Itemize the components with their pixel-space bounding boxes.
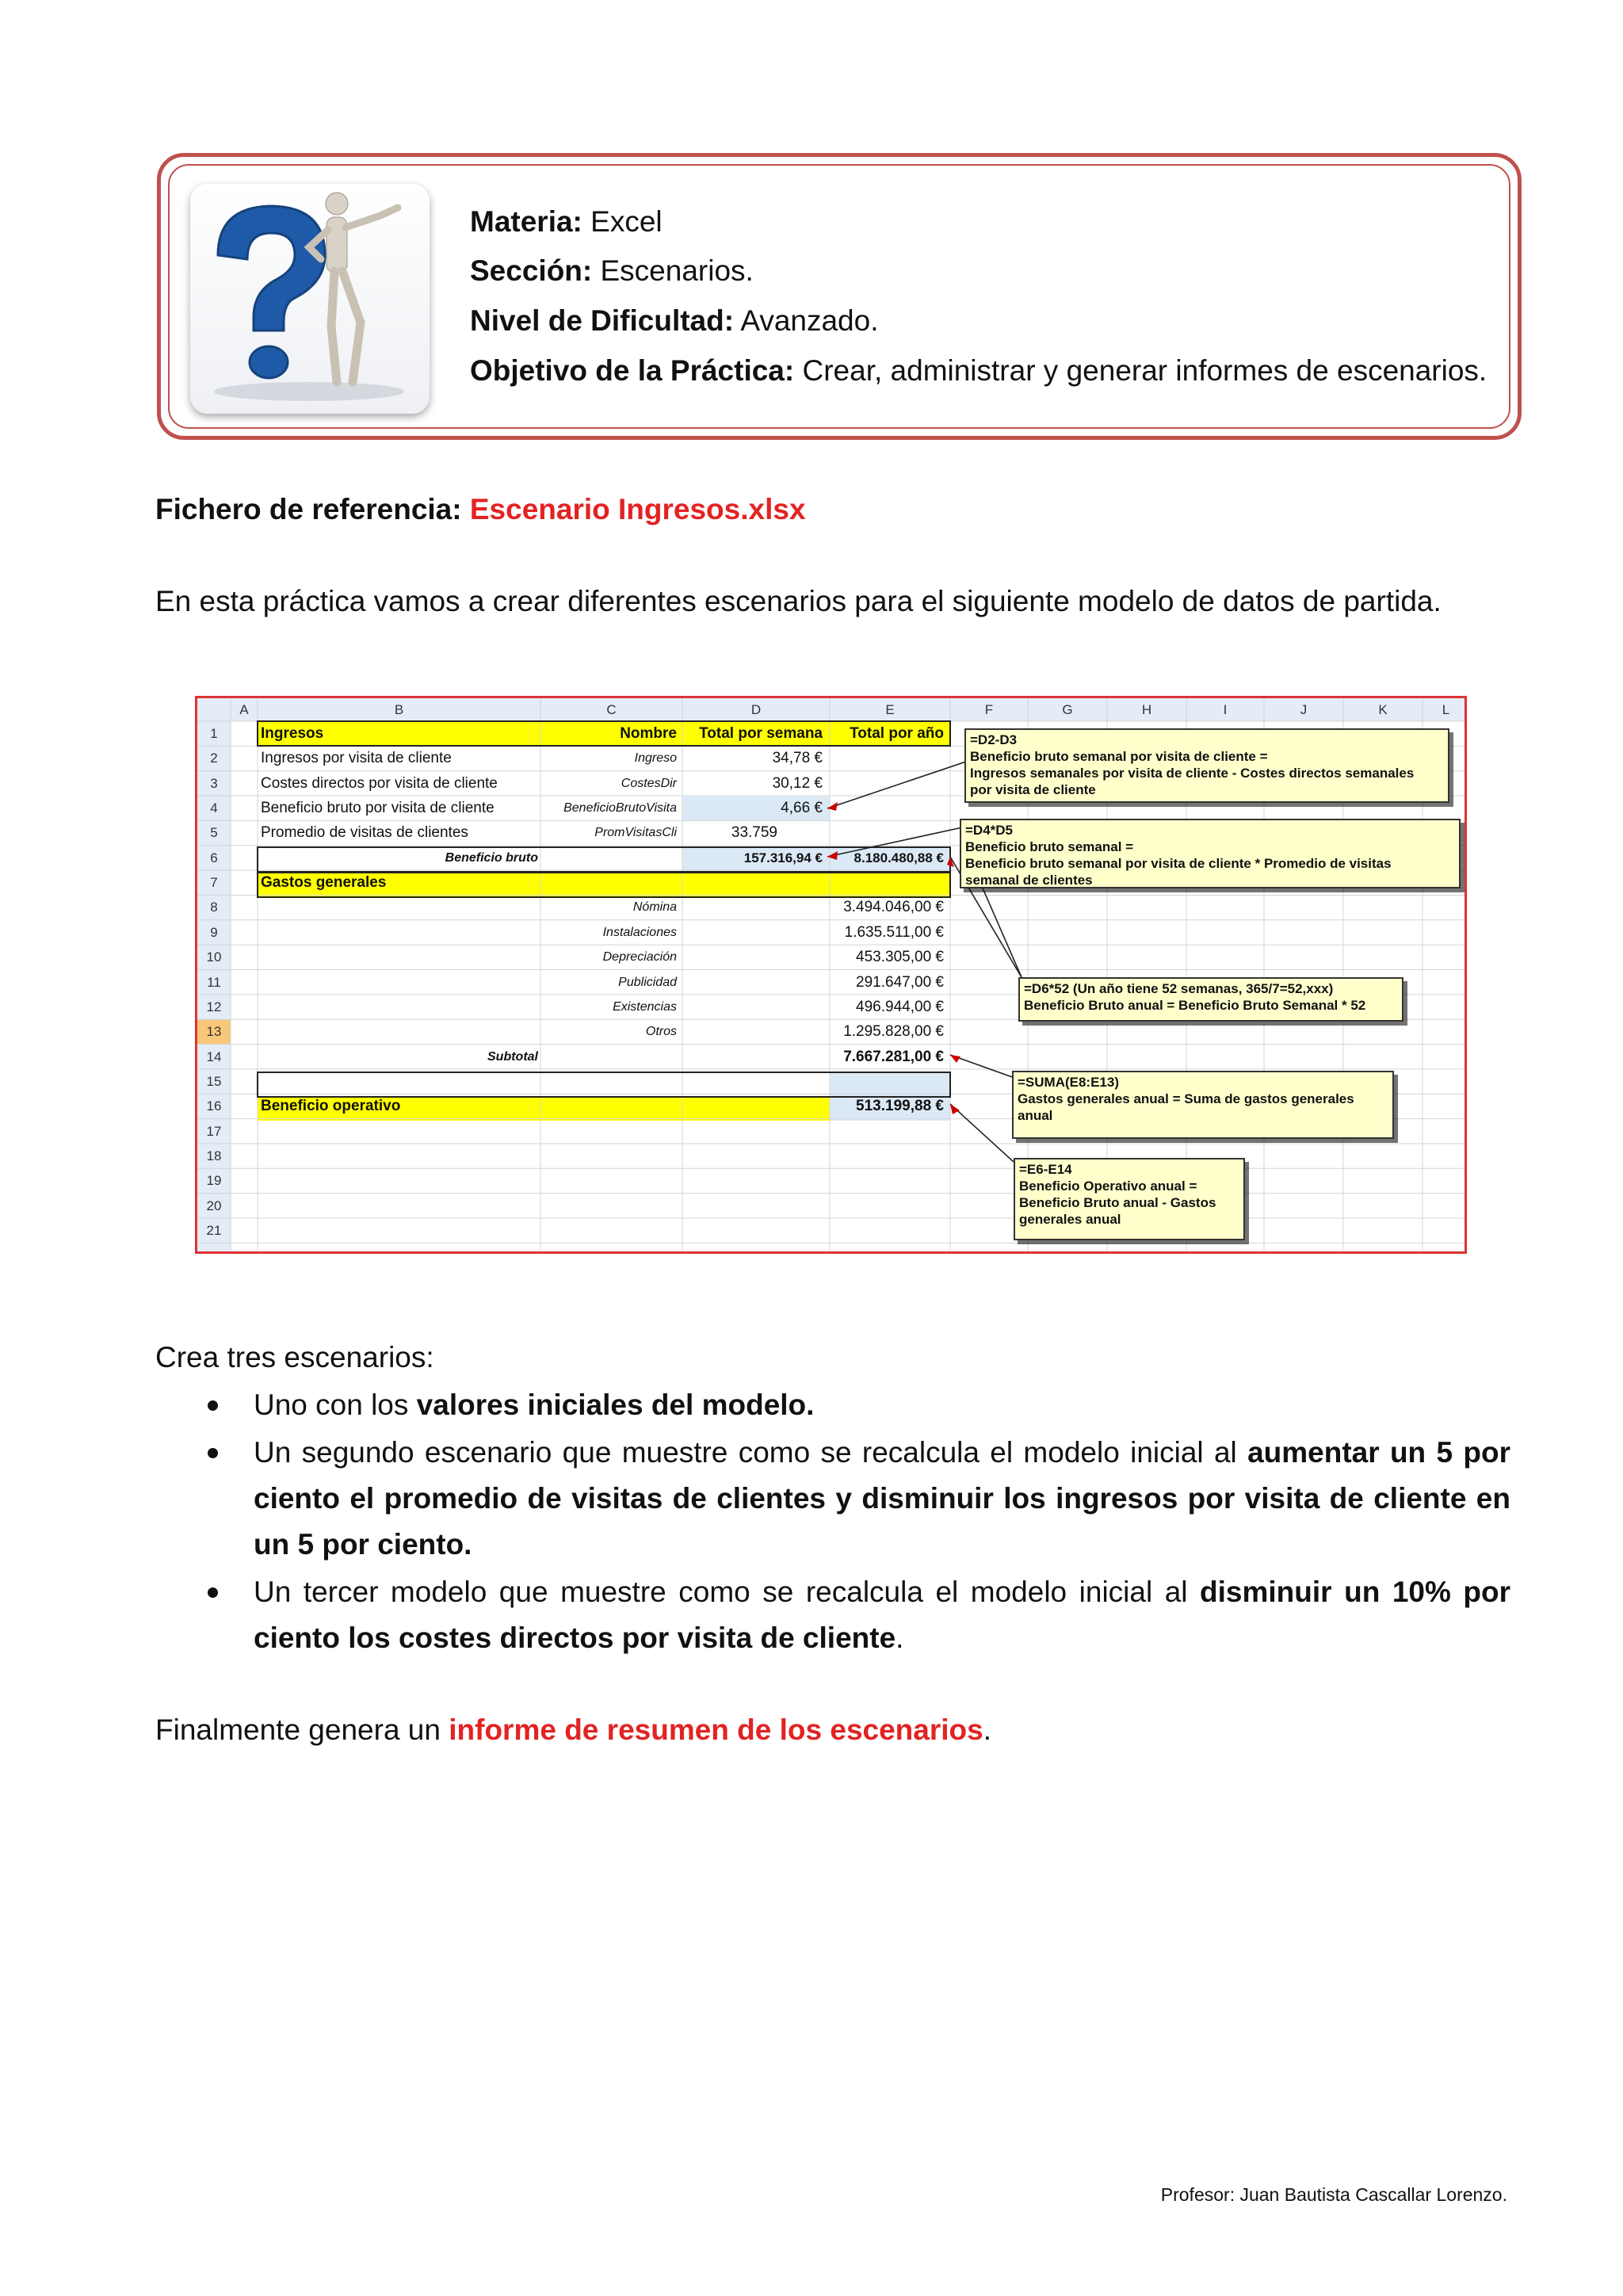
footer-credit: Profesor: Juan Bautista Cascallar Lorenzo.: [1160, 2184, 1507, 2205]
sheet-cell[interactable]: Existencias: [613, 999, 677, 1014]
intro-paragraph: En esta práctica vamos a crear diferentes escenarios para el siguiente modelo de datos de partida.: [155, 585, 1442, 617]
sheet-cell[interactable]: Total por semana: [699, 725, 823, 742]
column-header[interactable]: D: [750, 702, 762, 717]
row-header[interactable]: 16: [206, 1098, 222, 1114]
row-header[interactable]: 5: [210, 825, 218, 841]
sheet-cell[interactable]: 3.494.046,00 €: [843, 899, 944, 916]
tasks-list: [155, 1382, 1510, 1663]
column-header[interactable]: G: [1062, 702, 1073, 717]
nivel-line: Nivel de Dificultad: Avanzado.: [470, 304, 879, 337]
row-header[interactable]: 6: [210, 850, 218, 865]
sheet-cell[interactable]: Ingresos: [261, 725, 324, 742]
seccion-line: Sección: Escenarios.: [470, 254, 754, 287]
comment-note: =D2-D3 Beneficio bruto semanal por visita de cliente = Ingresos semanales por visita de cliente - Costes directos semanales por visita de cliente: [964, 728, 1449, 803]
objetivo-line: Objetivo de la Práctica: Crear, administrar y generar informes de escenarios.: [470, 354, 1487, 387]
sheet-cell[interactable]: 1.635.511,00 €: [844, 923, 944, 941]
row-header[interactable]: 9: [210, 924, 218, 940]
comment-note: =D4*D5 Beneficio bruto semanal = Beneficio bruto semanal por visita de cliente * Promedio de visitas semanal de clientes: [960, 819, 1461, 888]
column-header[interactable]: F: [984, 702, 994, 717]
sheet-cell[interactable]: 8.180.480,88 €: [854, 850, 944, 865]
sheet-cell[interactable]: Nómina: [632, 900, 677, 915]
sheet-cell[interactable]: BeneficioBrutoVisita: [563, 801, 677, 816]
column-header[interactable]: J: [1300, 702, 1308, 717]
column-header[interactable]: K: [1378, 702, 1388, 717]
sheet-cell[interactable]: Nombre: [620, 725, 677, 742]
task-item: Uno con los valores iniciales del modelo.: [155, 1382, 1510, 1428]
task-item: Un tercer modelo que muestre como se recalcula el modelo inicial al disminuir un 10% por ciento los costes directos por visita de cliente.: [155, 1569, 1510, 1661]
column-header[interactable]: C: [606, 702, 617, 717]
row-header[interactable]: 4: [210, 800, 218, 816]
sheet-cell[interactable]: 291.647,00 €: [856, 973, 944, 991]
sheet-cell[interactable]: Beneficio operativo: [261, 1098, 401, 1115]
sheet-cell[interactable]: 1.295.828,00 €: [843, 1023, 944, 1041]
sheet-cell[interactable]: 34,78 €: [772, 750, 823, 767]
row-header[interactable]: 10: [206, 949, 222, 965]
sheet-cell[interactable]: Depreciación: [602, 950, 677, 965]
sheet-cell[interactable]: Publicidad: [618, 975, 677, 989]
sheet-cell[interactable]: Gastos generales: [261, 874, 387, 892]
sheet-cell[interactable]: Instalaciones: [602, 925, 677, 939]
sheet-cell[interactable]: 7.667.281,00 €: [843, 1048, 944, 1065]
sheet-cell[interactable]: Beneficio bruto: [445, 850, 538, 865]
sheet-cell[interactable]: Ingreso: [634, 751, 677, 766]
sheet-cell[interactable]: 33.759: [731, 824, 777, 842]
reference-file-link[interactable]: Escenario Ingresos.xlsx: [469, 493, 806, 525]
comment-note: =E6-E14 Beneficio Operativo anual = Beneficio Bruto anual - Gastos generales anual: [1014, 1158, 1245, 1240]
sheet-cell[interactable]: Beneficio bruto por visita de cliente: [261, 800, 495, 817]
sheet-cell[interactable]: CostesDir: [621, 776, 677, 790]
comment-note: =SUMA(E8:E13) Gastos generales anual = Suma de gastos generales anual: [1012, 1071, 1394, 1139]
row-header[interactable]: 8: [210, 900, 218, 915]
row-header[interactable]: 12: [206, 999, 222, 1014]
sheet-cell[interactable]: 157.316,94 €: [743, 850, 823, 865]
row-header[interactable]: 14: [206, 1049, 222, 1064]
row-header[interactable]: 21: [206, 1223, 222, 1238]
reference-line: Fichero de referencia: Escenario Ingresos.xlsx: [155, 493, 806, 525]
column-header[interactable]: B: [394, 702, 404, 717]
row-header[interactable]: 20: [206, 1198, 222, 1213]
final-paragraph: Finalmente genera un informe de resumen de los escenarios.: [155, 1713, 992, 1746]
sheet-cell[interactable]: 453.305,00 €: [856, 949, 944, 966]
row-header[interactable]: 19: [206, 1173, 222, 1189]
column-header[interactable]: E: [885, 702, 895, 717]
comment-note: =D6*52 (Un año tiene 52 semanas, 365/7=52,xxx) Beneficio Bruto anual = Beneficio Bruto Semanal * 52: [1018, 977, 1403, 1022]
column-header[interactable]: H: [1141, 702, 1152, 717]
sheet-cell[interactable]: Total por año: [850, 725, 944, 742]
sheet-cell[interactable]: Subtotal: [487, 1049, 538, 1064]
row-header[interactable]: 15: [206, 1073, 222, 1089]
sheet-cell[interactable]: 4,66 €: [781, 800, 823, 817]
sheet-cell[interactable]: Ingresos por visita de cliente: [261, 750, 452, 767]
column-header[interactable]: I: [1223, 702, 1228, 717]
sheet-cell[interactable]: Costes directos por visita de cliente: [261, 774, 498, 792]
row-header[interactable]: 18: [206, 1148, 222, 1163]
sheet-cell[interactable]: PromVisitasCli: [594, 826, 677, 840]
row-header[interactable]: 11: [207, 974, 221, 990]
column-header[interactable]: L: [1442, 702, 1450, 717]
row-header[interactable]: 17: [206, 1123, 222, 1139]
spreadsheet-figure: [195, 696, 1467, 1254]
row-header[interactable]: 2: [210, 751, 218, 766]
sheet-cell[interactable]: 513.199,88 €: [856, 1098, 944, 1115]
column-header[interactable]: A: [239, 702, 249, 717]
row-header[interactable]: 1: [210, 726, 218, 741]
sheet-cell[interactable]: Otros: [645, 1025, 677, 1039]
sheet-cell[interactable]: 30,12 €: [772, 774, 823, 792]
tasks-intro: Crea tres escenarios:: [155, 1341, 434, 1373]
materia-line: Materia: Excel: [470, 205, 663, 238]
task-item: Un segundo escenario que muestre como se recalcula el modelo inicial al aumentar un 5 por ciento el promedio de visitas de clientes y disminuir los ingresos por visita de cliente en un 5 por ciento.: [155, 1430, 1510, 1568]
row-header[interactable]: 7: [210, 875, 218, 891]
row-header[interactable]: 13: [206, 1024, 222, 1040]
sheet-cell[interactable]: Promedio de visitas de clientes: [261, 824, 468, 842]
sheet-cell[interactable]: 496.944,00 €: [856, 998, 944, 1015]
question-mark-figure-icon: [190, 184, 430, 414]
row-header[interactable]: 3: [210, 775, 218, 791]
